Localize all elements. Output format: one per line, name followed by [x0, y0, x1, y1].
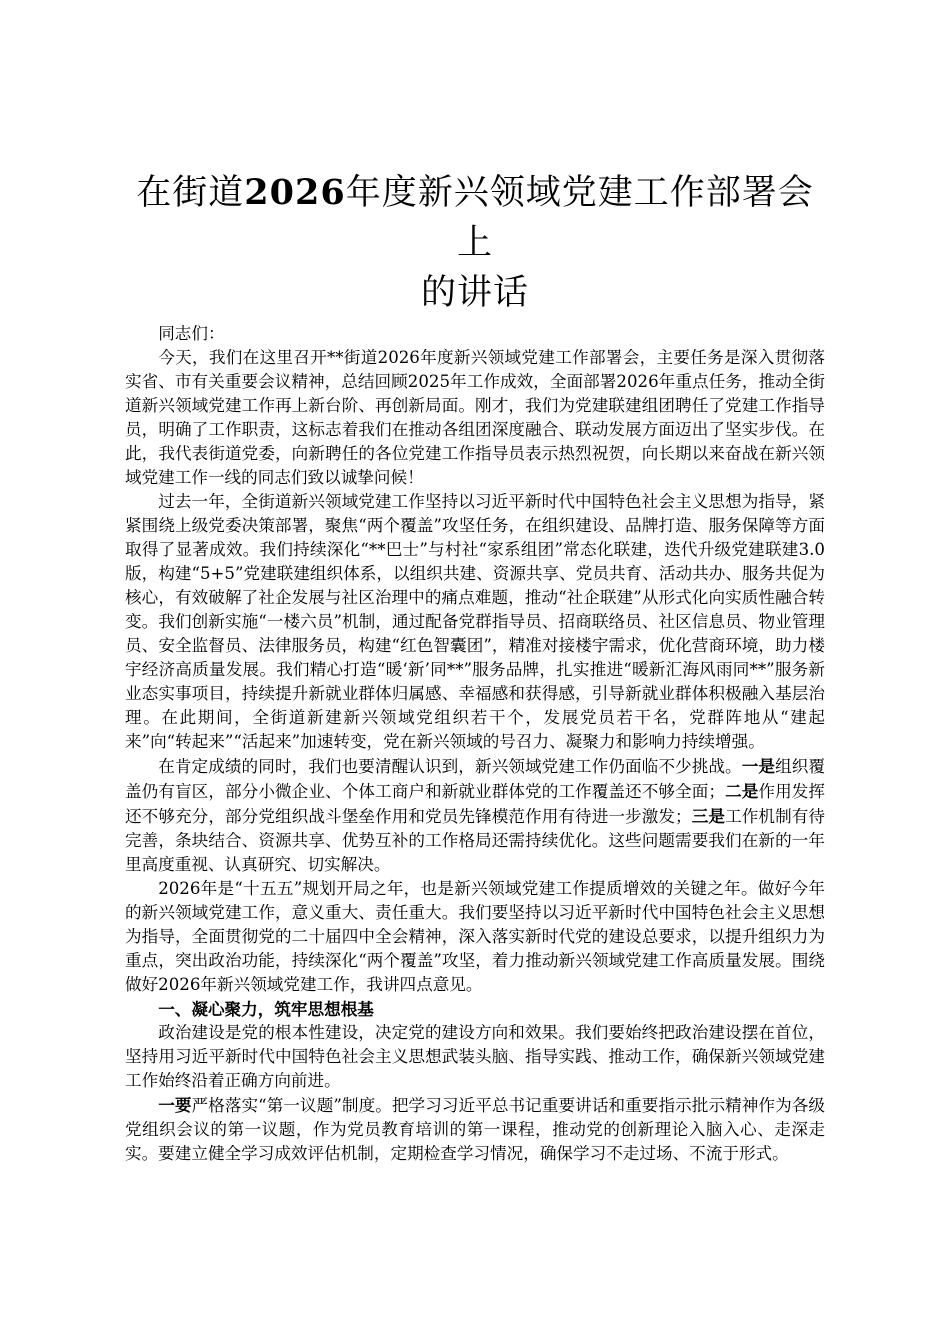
- point-one-text: 组织覆盖仍有盲区，部分小微企业、个体工商户和新就业群体党的工作覆盖还不够全面；: [125, 757, 826, 801]
- paragraph-political: 政治建设是党的根本性建设，决定党的建设方向和效果。我们要始终把政治建设摆在首位，坚持用习近平新时代中国特色社会主义思想武装头脑、指导实践、推动工作，确保新兴领域党建工作始终沿着正确方向前进。: [125, 1023, 825, 1090]
- document-page: [125, 168, 825, 1166]
- title-suffix: 年度新兴领域党建工作部署会上: [345, 173, 814, 263]
- section-heading-1: 一、凝心聚力，筑牢思想根基: [158, 999, 374, 1019]
- point-two-label: 二是: [725, 781, 759, 801]
- point-two-text: 作用发挥还不够充分，部分党组织战斗堡垒作用和党员先锋模范作用有待进一步激发；: [125, 782, 826, 826]
- point-three-label: 三是: [691, 806, 726, 826]
- paragraph-review: 过去一年，全街道新兴领域党建工作坚持以习近平新时代中国特色社会主义思想为指导，紧紧围绕上级党委决策部署，聚焦“两个覆盖”攻坚任务，在组织建设、品牌打造、服务保障等方面取得了显著成效。我们持续深化“**巴士”与村社“家系组团”常态化联建，迭代升级党建联建3.0版，构建“5+5”党建联建组织体系，以组织共建、资源共享、党员共育、活动共办、服务共促为核心，有效破解了社企发展与社区治理中的痛点难题，推动“社企联建”从形式化向实质性融合转变。我们创新实施“一楼六员”机制，通过配备党群指导员、招商联络员、社区信息员、物业管理员、安全监督员、法律服务员，构建“红色智囊团”，精准对接楼宇需求，优化营商环境，助力楼宇经济高质量发展。我们精心打造“暖‘新’同**”服务品牌，扎实推进“暖新汇海风雨同**”服务新业态实事项目，持续提升新就业群体归属感、幸福感和获得感，引导新就业群体积极融入基层治理。在此期间，全街道新建新兴领域党组织若干个，发展党员若干名，党群阵地从“建起来”向“转起来”“活起来”加速转变，党在新兴领域的号召力、凝聚力和影响力持续增强。: [125, 492, 825, 751]
- title-year: 2026: [244, 172, 346, 213]
- paragraph-first-requirement: [125, 1093, 825, 1166]
- requirement-label: 一要: [158, 1095, 192, 1115]
- challenges-intro: 在肯定成绩的同时，我们也要清醒认识到，新兴领域党建工作仍面临不少挑战。: [158, 757, 742, 776]
- title-line-2: 的讲话: [420, 273, 529, 313]
- paragraph-outlook: 2026年是“十五五”规划开局之年，也是新兴领域党建工作提质增效的关键之年。做好今年的新兴领域党建工作，意义重大、责任重大。我们要坚持以习近平新时代中国特色社会主义思想为指导，全面贯彻党的二十届四中全会精神，深入落实新时代党的建设总要求，以提升组织力为重点，突出政治功能，持续深化“两个覆盖”攻坚，着力推动新兴领域党建工作高质量发展。围绕做好2026年新兴领域党建工作，我讲四点意见。: [125, 879, 825, 994]
- paragraph-opening: 今天，我们在这里召开**街道2026年度新兴领域党建工作部署会，主要任务是深入贯彻落实省、市有关重要会议精神，总结回顾2025年工作成效，全面部署2026年重点任务，推动全街道新兴领域党建工作再上新台阶、再创新局面。刚才，我们为党建联建组团聘任了党建工作指导员，明确了工作职责，这标志着我们在推动各组团深度融合、联动发展方面迈出了坚实步伐。在此，我代表街道党委，向新聘任的各位党建工作指导员表示热烈祝贺，向长期以来奋战在新兴领域党建工作一线的同志们致以诚挚问候！: [125, 348, 825, 487]
- salutation: 同志们：: [158, 324, 225, 343]
- requirement-text: 严格落实“第一议题”制度。把学习习近平总书记重要讲话和重要指示批示精神作为各级党组织会议的第一议题，作为党员教育培训的第一课程，推动党的创新理论入脑入心、走深走实。要建立健全学习成效评估机制，定期检查学习情况，确保学习不走过场、不流于形式。: [125, 1096, 826, 1163]
- paragraph-challenges: [125, 754, 825, 877]
- point-one-label: 一是: [741, 756, 776, 776]
- title-prefix: 在街道: [136, 173, 245, 213]
- document-title: [125, 168, 825, 318]
- point-three-text: 工作机制有待完善，条块结合、资源共享、优势互补的工作格局还需持续优化。这些问题需要我们在新的一年里高度重视、认真研究、切实解决。: [125, 807, 826, 874]
